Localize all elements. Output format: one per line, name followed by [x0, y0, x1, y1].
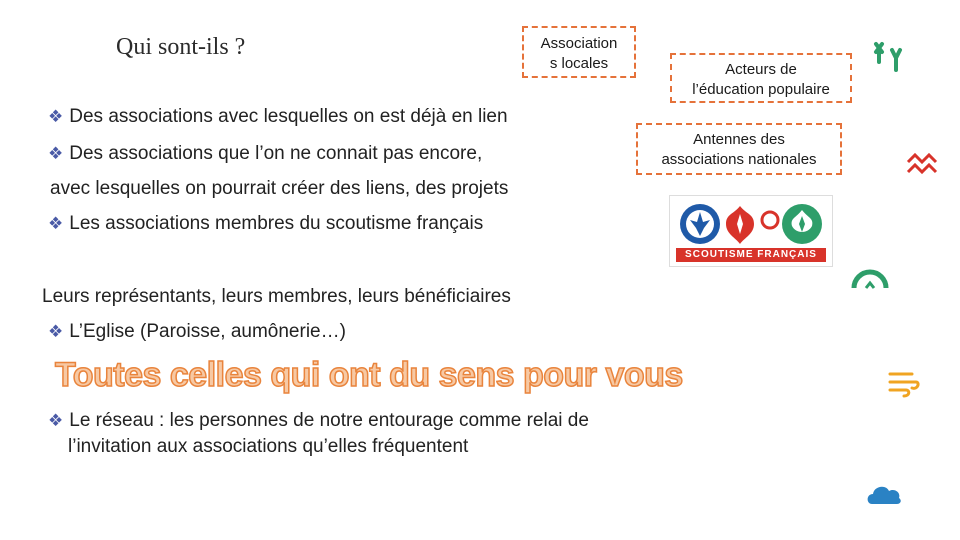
bullet-icon: ❖ — [48, 411, 64, 430]
bullet-line — [48, 106, 508, 128]
tag-antennes — [636, 123, 842, 175]
bullet-text: Le réseau : les personnes de notre entourage comme relai de — [69, 410, 589, 431]
page-title: Qui sont-ils ? — [116, 34, 246, 60]
scoutisme-francais-logo — [669, 195, 833, 267]
bullet-icon: ❖ — [48, 214, 64, 233]
chevrons-icon — [906, 150, 938, 178]
bullet-line — [48, 410, 589, 432]
logo-banner: SCOUTISME FRANÇAIS — [676, 248, 826, 262]
bullet-line — [48, 143, 482, 165]
bullet-continuation: avec lesquelles on pourrait créer des liens, des projets — [50, 178, 509, 199]
wind-icon — [888, 366, 920, 400]
highlight-heading: Toutes celles qui ont du sens pour vous — [55, 356, 683, 394]
bullet-line — [48, 321, 346, 343]
tag-acteurs-education — [670, 53, 852, 103]
arc-icon — [850, 266, 890, 292]
tag-label: Antennes des associations nationales — [661, 131, 817, 168]
bullet-text: L’Eglise (Paroisse, aumônerie…) — [69, 321, 346, 342]
tag-label: Association s locales — [540, 35, 618, 72]
bullet-icon: ❖ — [48, 107, 64, 126]
sprout-icon — [870, 40, 906, 74]
tag-label: Acteurs de l’éducation populaire — [692, 61, 830, 98]
bullet-text: Les associations membres du scoutisme français — [69, 213, 484, 234]
representants-text: Leurs représentants, leurs membres, leurs bénéficiaires — [42, 286, 511, 307]
tag-associations-locales — [522, 26, 636, 78]
bullet-icon: ❖ — [48, 322, 64, 341]
bullet-text: Des associations avec lesquelles on est déjà en lien — [69, 106, 508, 127]
cloud-icon — [864, 478, 904, 510]
bullet-line — [48, 213, 483, 235]
bullet-icon: ❖ — [48, 144, 64, 163]
bullet-text: Des associations que l’on ne connait pas encore, — [69, 143, 483, 164]
bullet-continuation: l’invitation aux associations qu’elles fréquentent — [68, 436, 469, 457]
